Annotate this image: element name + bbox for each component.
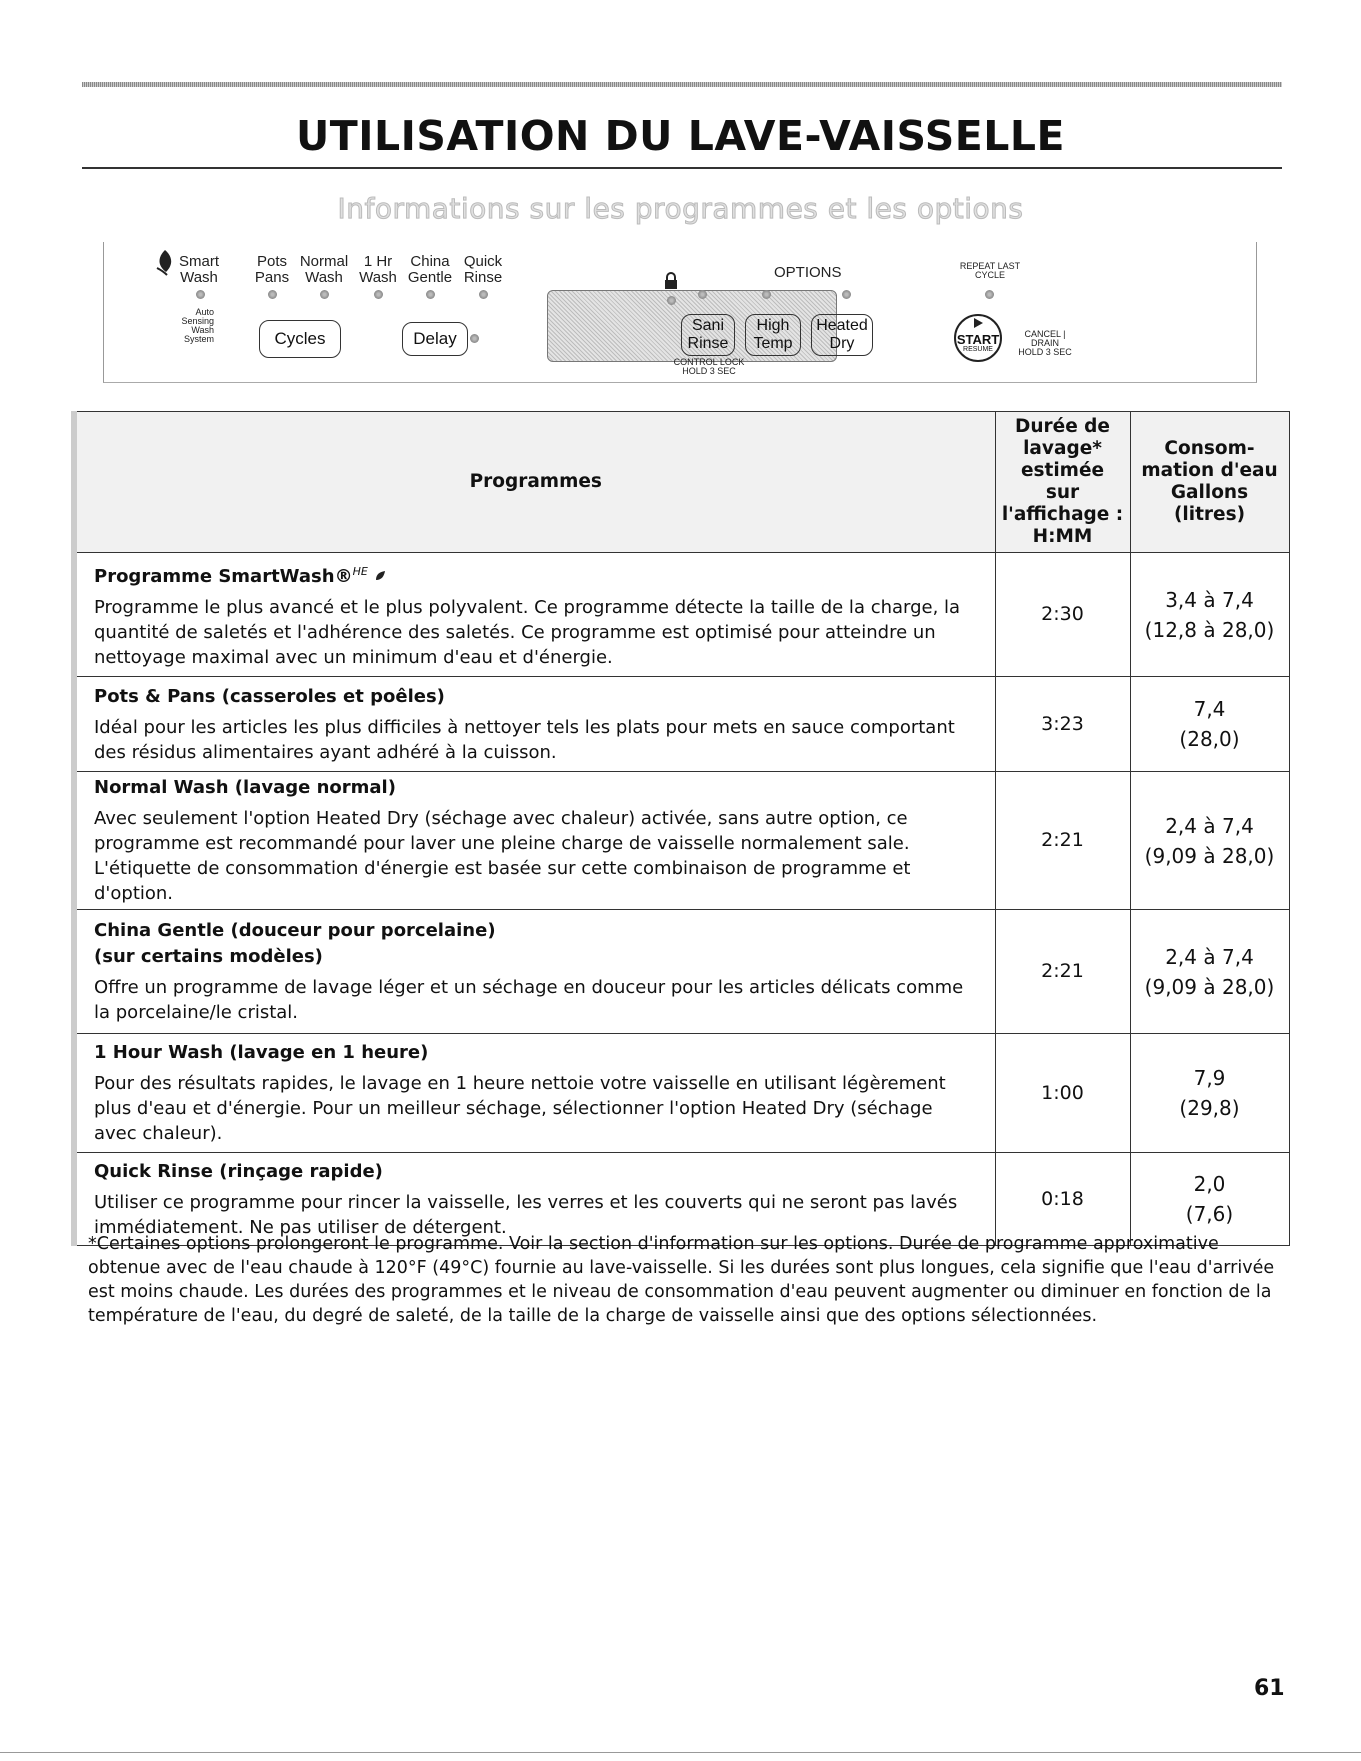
option-led	[762, 290, 771, 299]
table-row	[74, 910, 1289, 1034]
leaf-icon	[154, 248, 176, 276]
table-row	[74, 1034, 1289, 1153]
cycle-label-pots-pans: Pots Pans	[254, 253, 290, 286]
leaf-icon	[374, 570, 386, 582]
program-description: Pour des résultats rapides, le lavage en 1 heure nettoie votre vaisselle en utilisant légèrement plus d'eau et d'énergie. Pour un meilleur séchage, sélectionner l'option Heated Dry (séchage avec chaleur).	[94, 1073, 946, 1144]
program-water: 7,4 (28,0)	[1130, 677, 1289, 772]
cancel-drain-label: CANCEL | DRAIN HOLD 3 SEC	[1018, 329, 1072, 357]
cycles-button: Cycles	[259, 320, 341, 358]
cycle-label-quick-rinse: Quick Rinse	[463, 253, 503, 286]
cycle-led	[320, 290, 329, 299]
program-water: 3,4 à 7,4 (12,8 à 28,0)	[1130, 553, 1289, 677]
page-number: 61	[1254, 1676, 1285, 1701]
section-subtitle: Informations sur les programmes et les options	[337, 192, 1024, 225]
delay-led	[470, 334, 479, 343]
bottom-rule	[0, 1752, 1361, 1753]
cycle-label-normal-wash: Normal Wash	[299, 253, 349, 286]
program-time: 1:00	[995, 1034, 1130, 1153]
cycle-led	[196, 290, 205, 299]
program-time: 2:30	[995, 553, 1130, 677]
program-time: 2:21	[995, 910, 1130, 1034]
play-icon	[972, 317, 984, 329]
cycle-label-smart-wash: Smart Wash	[178, 253, 219, 286]
control-panel-illustration	[103, 242, 1257, 383]
program-name: Normal Wash (lavage normal)	[94, 777, 396, 798]
header-water: Consom- mation d'eau Gallons (litres)	[1130, 412, 1289, 553]
option-led	[842, 290, 851, 299]
program-name: China Gentle (douceur pour porcelaine)	[94, 920, 496, 941]
cycle-label-china-gentle: China Gentle	[407, 253, 453, 286]
lock-led	[667, 296, 676, 305]
program-time: 0:18	[995, 1153, 1130, 1246]
program-name: Quick Rinse (rinçage rapide)	[94, 1160, 383, 1182]
lock-icon	[664, 272, 678, 290]
cycle-led	[426, 290, 435, 299]
title-divider	[82, 167, 1282, 169]
auto-sensing-label: Auto Sensing Wash System	[181, 307, 214, 344]
program-description: Avec seulement l'option Heated Dry (séchage avec chaleur) activée, sans autre option, ce programme est recommandé pour laver une pleine charge de vaisselle normalement sale. L'étiquette de consommation d'énergie est basée sur cette combinaison de programme et d'option.	[94, 808, 911, 904]
page-title: UTILISATION DU LAVE-VAISSELLE	[296, 112, 1065, 160]
program-water: 2,4 à 7,4 (9,09 à 28,0)	[1130, 772, 1289, 910]
option-led	[698, 290, 707, 299]
program-description: Offre un programme de lavage léger et un séchage en douceur pour les articles délicats comme la porcelaine/le cristal.	[94, 977, 964, 1023]
footnote: *Certaines options prolongeront le programme. Voir la section d'information sur les options. Durée de programme approximative obtenue avec de l'eau chaude à 120°F (49°C) fournie au lave-vaisselle. Si les durées sont plus longues, cela signifie que l'eau d'arrivée est moins chaude. Les durées des programmes et le niveau de consommation d'eau peuvent augmenter ou diminuer en fonction de la température de l'eau, du degré de saleté, de la taille de la charge de vaisselle ainsi que des options sélectionnées.	[88, 1234, 1275, 1326]
heated-dry-button: Heated Dry	[811, 314, 873, 356]
program-water: 2,0 (7,6)	[1130, 1153, 1289, 1246]
high-temp-button: High Temp	[745, 314, 801, 356]
options-label: OPTIONS	[774, 264, 842, 281]
repeat-last-cycle-label: REPEAT LAST CYCLE	[959, 261, 1021, 280]
program-name-note: (sur certains modèles)	[94, 946, 323, 967]
delay-button: Delay	[402, 322, 468, 356]
program-name: Programme SmartWash®$^{HE}$	[94, 559, 981, 590]
program-water: 2,4 à 7,4 (9,09 à 28,0)	[1130, 910, 1289, 1034]
program-description: Idéal pour les articles les plus difficiles à nettoyer tels les plats pour mets en sauce comportant des résidus alimentaires ayant adhéré à la cuisson.	[94, 716, 955, 763]
programs-table	[71, 411, 1290, 1246]
sani-rinse-button: Sani Rinse	[681, 314, 735, 356]
table-header-row	[74, 412, 1289, 553]
header-programmes: Programmes	[74, 412, 995, 553]
program-description: Utiliser ce programme pour rincer la vaisselle, les verres et les couverts qui ne seront pas lavés immédiatement. Ne pas utiliser de détergent.	[94, 1191, 958, 1238]
cycle-label-1hr-wash: 1 Hr Wash	[359, 253, 397, 286]
program-water: 7,9 (29,8)	[1130, 1034, 1289, 1153]
table-row	[74, 772, 1289, 910]
program-description: Programme le plus avancé et le plus polyvalent. Ce programme détecte la taille de la charge, la quantité de saletés et l'adhérence des saletés. Ce programme est optimisé pour atteindre un nettoyage maximal avec un minimum d'eau et d'énergie.	[94, 597, 961, 668]
table-row	[74, 553, 1289, 677]
cycle-led	[374, 290, 383, 299]
cycle-led	[479, 290, 488, 299]
top-rule	[82, 82, 1282, 87]
program-time: 2:21	[995, 772, 1130, 910]
program-time: 3:23	[995, 677, 1130, 772]
program-name: 1 Hour Wash (lavage en 1 heure)	[94, 1042, 429, 1063]
control-lock-label: CONTROL LOCK HOLD 3 SEC	[673, 357, 745, 376]
header-duration: Durée de lavage* estimée sur l'affichage : H:MM	[995, 412, 1130, 553]
start-button: START RESUME	[954, 314, 1002, 362]
program-name: Pots & Pans (casseroles et poêles)	[94, 685, 445, 707]
table-row	[74, 677, 1289, 772]
repeat-led	[985, 290, 994, 299]
cycle-led	[268, 290, 277, 299]
